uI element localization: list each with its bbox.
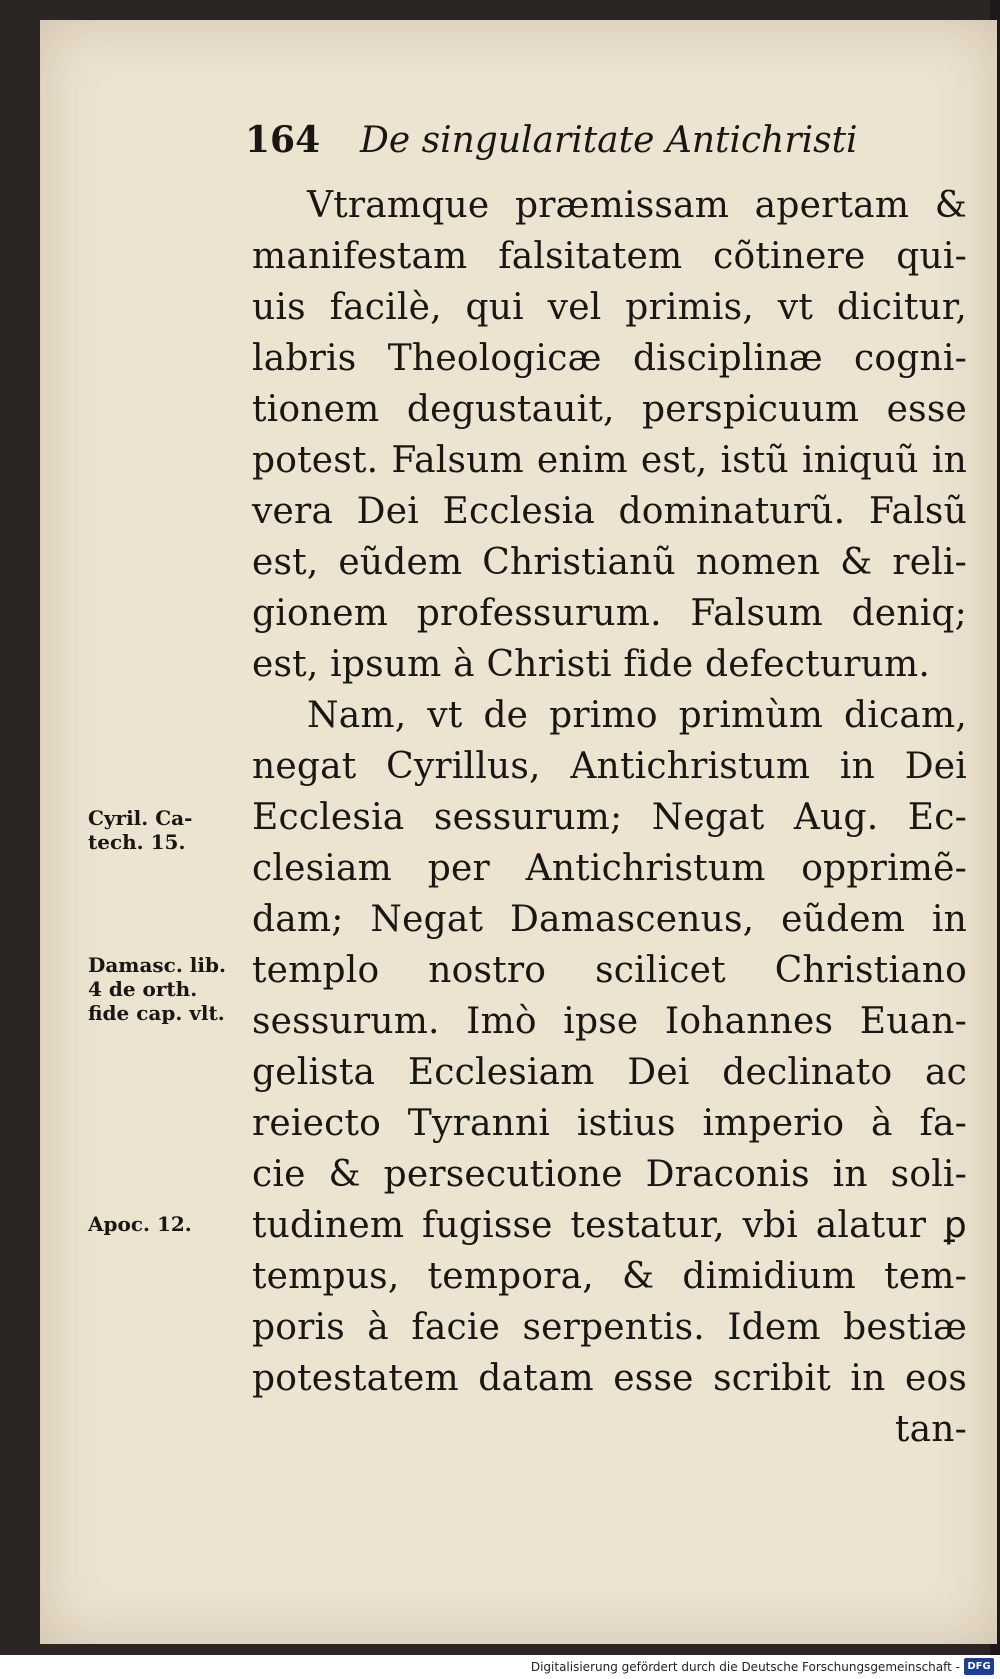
running-head [245,115,858,165]
text-line: manifestam falsitatem cõtinere qui- [252,236,967,277]
text-line: negat Cyrillus, Antichristum in Dei [252,746,967,787]
text-line: templo nostro scilicet Christiano [252,950,967,991]
margin-note-line: Damasc. lib. [88,953,226,977]
text-line: uis facilè, qui vel primis, vt dicitur, [252,287,967,328]
margin-note-cyril [88,806,258,854]
margin-note-line: tech. 15. [88,830,186,854]
funding-credit: Digitalisierung gefördert durch die Deutsche Forschungsgemeinschaft - [530,1660,960,1674]
margin-note-line: 4 de orth. [88,977,198,1001]
text-line: potestatem datam esse scribit in eos [252,1358,967,1399]
footer-bar [0,1655,1000,1679]
body-text [252,180,967,1455]
text-line: dam; Negat Damascenus, eũdem in [252,899,967,940]
text-line: sessurum. Imò ipse Iohannes Euan- [252,1001,967,1042]
text-line: tionem degustauit, perspicuum esse [252,389,967,430]
text-line: Ecclesia sessurum; Negat Aug. Ec- [252,797,967,838]
margin-note-apocalypse [88,1212,258,1236]
text-line: potest. Falsum enim est, istũ iniquũ in [252,440,967,481]
text-line: Nam, vt de primo primùm dicam, [307,695,967,736]
margin-note-line: Cyril. Ca- [88,806,193,830]
running-title: De singularitate Antichristi [360,120,858,161]
text-line: gelista Ecclesiam Dei declinato ac [252,1052,967,1093]
margin-note-line: fide cap. vlt. [88,1001,225,1025]
text-line: tudinem fugisse testatur, vbi alatur ꝑ [252,1205,967,1246]
book-page [40,20,997,1644]
page-number: 164 [245,119,321,161]
dfg-logo-icon: DFG [964,1658,994,1675]
page-content [40,20,997,1644]
text-line: gionem professurum. Falsum deniq; [252,593,967,634]
text-line: labris Theologicæ disciplinæ cogni- [252,338,967,379]
margin-note-damascenus [88,953,258,1025]
text-line: reiecto Tyranni istius imperio à fa- [252,1103,967,1144]
text-line: poris à facie serpentis. Idem bestiæ [252,1307,967,1348]
text-line: tempus, tempora, & dimidium tem- [252,1256,967,1297]
text-line: vera Dei Ecclesia dominaturũ. Falsũ [252,491,967,532]
text-line: Vtramque præmissam apertam & [307,185,967,226]
text-line: est, eũdem Christianũ nomen & reli- [252,542,967,583]
text-line: clesiam per Antichristum opprimẽ- [252,848,967,889]
margin-note-line: Apoc. 12. [88,1212,192,1236]
text-line: est, ipsum à Christi fide defecturum. [252,644,930,685]
text-line: cie & persecutione Draconis in soli- [252,1154,967,1195]
catchword: tan- [894,1409,967,1450]
